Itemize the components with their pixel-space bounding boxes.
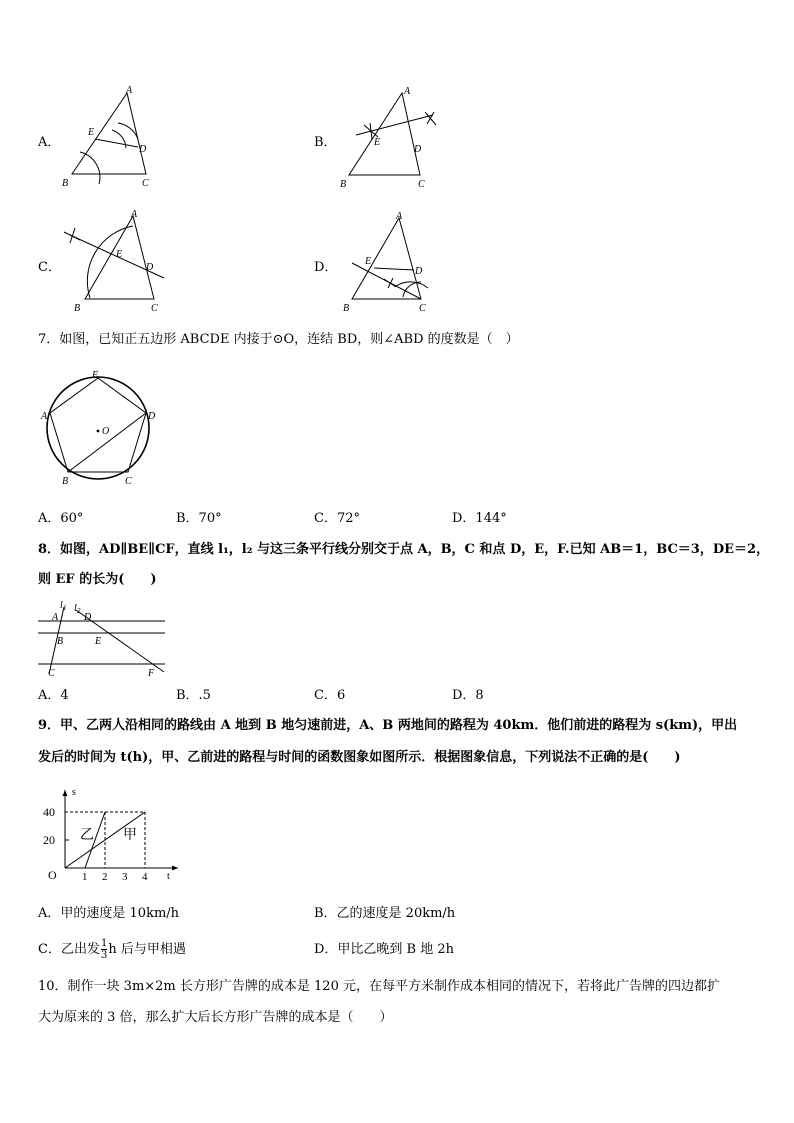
q8-l1-sub: 1 <box>63 604 67 612</box>
q9-option-c <box>38 938 186 961</box>
q6-figure-b <box>336 85 446 190</box>
q6b-point-C: C <box>418 179 425 190</box>
q6d-point-D: D <box>415 266 423 277</box>
q6c-point-D: D <box>146 262 154 273</box>
q6c-point-B: B <box>74 303 81 314</box>
q6a-point-A: A <box>126 85 133 96</box>
q7-point-B: B <box>62 476 69 487</box>
q6-option-a-label: A． <box>38 135 61 150</box>
q6b-point-B: B <box>340 179 347 190</box>
q6-figure-d <box>336 208 446 316</box>
q7-point-C: C <box>125 476 132 487</box>
q9-option-c-post: h 后与甲相遇 <box>108 942 186 957</box>
q7-point-D: D <box>148 411 156 422</box>
q8-point-C: C <box>48 668 55 679</box>
q10-text-line2: 大为原来的 3 倍，那么扩大后长方形广告牌的成本是（ ） <box>38 1010 393 1025</box>
q9-text-line2: 发后的时间为 t(h)，甲、乙前进的路程与时间的函数图象如图所示．根据图象信息，下列说法不正确的是( ) <box>38 750 681 765</box>
q6-figure-a <box>60 85 160 190</box>
q9-option-b: B．乙的速度是 20km/h <box>314 906 456 921</box>
q6-option-d-label: D． <box>314 260 338 275</box>
q9-fraction-numerator: 1 <box>100 938 108 949</box>
q8-text-line1: 8．如图，AD∥BE∥CF，直线 l₁，l₂ 与这三条平行线分别交于点 A，B，C 和点 D，E，F.已知 AB＝1，BC＝3，DE＝2， <box>38 542 770 557</box>
q8-point-E: E <box>95 636 102 647</box>
q9-option-c-pre: C．乙出发 <box>38 942 100 957</box>
q7-option-c: C．72° <box>314 511 360 526</box>
q6b-point-D: D <box>414 144 422 155</box>
q10-text-line1: 10．制作一块 3m×2m 长方形广告牌的成本是 120 元，在每平方米制作成本相同的情况下，若将此广告牌的四边都扩 <box>38 979 720 994</box>
q6c-point-A: A <box>131 209 138 220</box>
q9-axis-t: t <box>167 871 170 882</box>
q8-option-a: A．4 <box>38 688 69 703</box>
q8-point-F: F <box>148 668 155 679</box>
q8-l1-label: l <box>60 600 63 611</box>
q9-origin: O <box>48 868 57 882</box>
q8-l2-label: l <box>74 603 77 614</box>
q8-point-D: D <box>84 612 92 623</box>
q6b-point-A: A <box>404 86 411 97</box>
q6d-point-A: A <box>396 211 403 222</box>
q8-l2-sub: 2 <box>77 607 81 615</box>
q7-option-d: D．144° <box>452 511 507 526</box>
q6c-point-C: C <box>151 303 158 314</box>
q9-xtick-2: 2 <box>102 871 108 883</box>
q6-option-b-label: B． <box>314 135 337 150</box>
q7-point-A: A <box>41 411 48 422</box>
q6-option-c-label: C． <box>38 260 61 275</box>
q6a-point-E: E <box>88 127 95 138</box>
q8-point-A: A <box>52 612 59 623</box>
q6d-point-C: C <box>419 303 426 314</box>
q9-option-c-fraction <box>101 938 107 961</box>
q9-ytick-20: 20 <box>43 833 55 847</box>
q9-option-d: D．甲比乙晚到 B 地 2h <box>314 942 455 957</box>
q7-option-b: B．70° <box>176 511 222 526</box>
q7-option-a: A．60° <box>38 511 84 526</box>
q9-line-yi-label: 乙 <box>80 827 94 843</box>
q9-line-jia-label: 甲 <box>123 827 137 843</box>
q6c-point-E: E <box>116 249 123 260</box>
q9-option-a: A．甲的速度是 10km/h <box>38 906 180 921</box>
q9-graph <box>40 784 185 884</box>
q6a-point-B: B <box>62 178 69 189</box>
q6d-point-E: E <box>365 256 372 267</box>
q6d-point-B: B <box>343 303 350 314</box>
q8-option-b: B．.5 <box>176 688 211 703</box>
q7-point-E: E <box>92 370 99 381</box>
q8-figure <box>38 598 172 680</box>
q7-point-O: O <box>102 426 110 437</box>
q8-text-line2: 则 EF 的长为( ) <box>38 572 157 587</box>
q9-fraction-denominator: 3 <box>100 950 108 961</box>
q8-option-c: C．6 <box>314 688 346 703</box>
q9-xtick-1: 1 <box>82 871 88 883</box>
q7-figure <box>38 368 163 490</box>
q8-point-B: B <box>57 636 64 647</box>
q9-axis-s: s <box>72 787 76 798</box>
q8-option-d: D．8 <box>452 688 484 703</box>
q6-figure-c <box>60 208 170 316</box>
q9-xtick-4: 4 <box>142 871 148 883</box>
q7-text: 7．如图，已知正五边形 ABCDE 内接于⊙O，连结 BD，则∠ABD 的度数是（ ） <box>38 332 519 347</box>
q9-xtick-3: 3 <box>122 871 128 883</box>
q6a-point-C: C <box>142 178 149 189</box>
q6a-point-D: D <box>139 144 147 155</box>
q9-ytick-40: 40 <box>43 805 55 819</box>
q9-text-line1: 9．甲、乙两人沿相同的路线由 A 地到 B 地匀速前进，A、B 两地间的路程为 40km．他们前进的路程为 s(km)，甲出 <box>38 718 738 733</box>
q6b-point-E: E <box>374 137 381 148</box>
